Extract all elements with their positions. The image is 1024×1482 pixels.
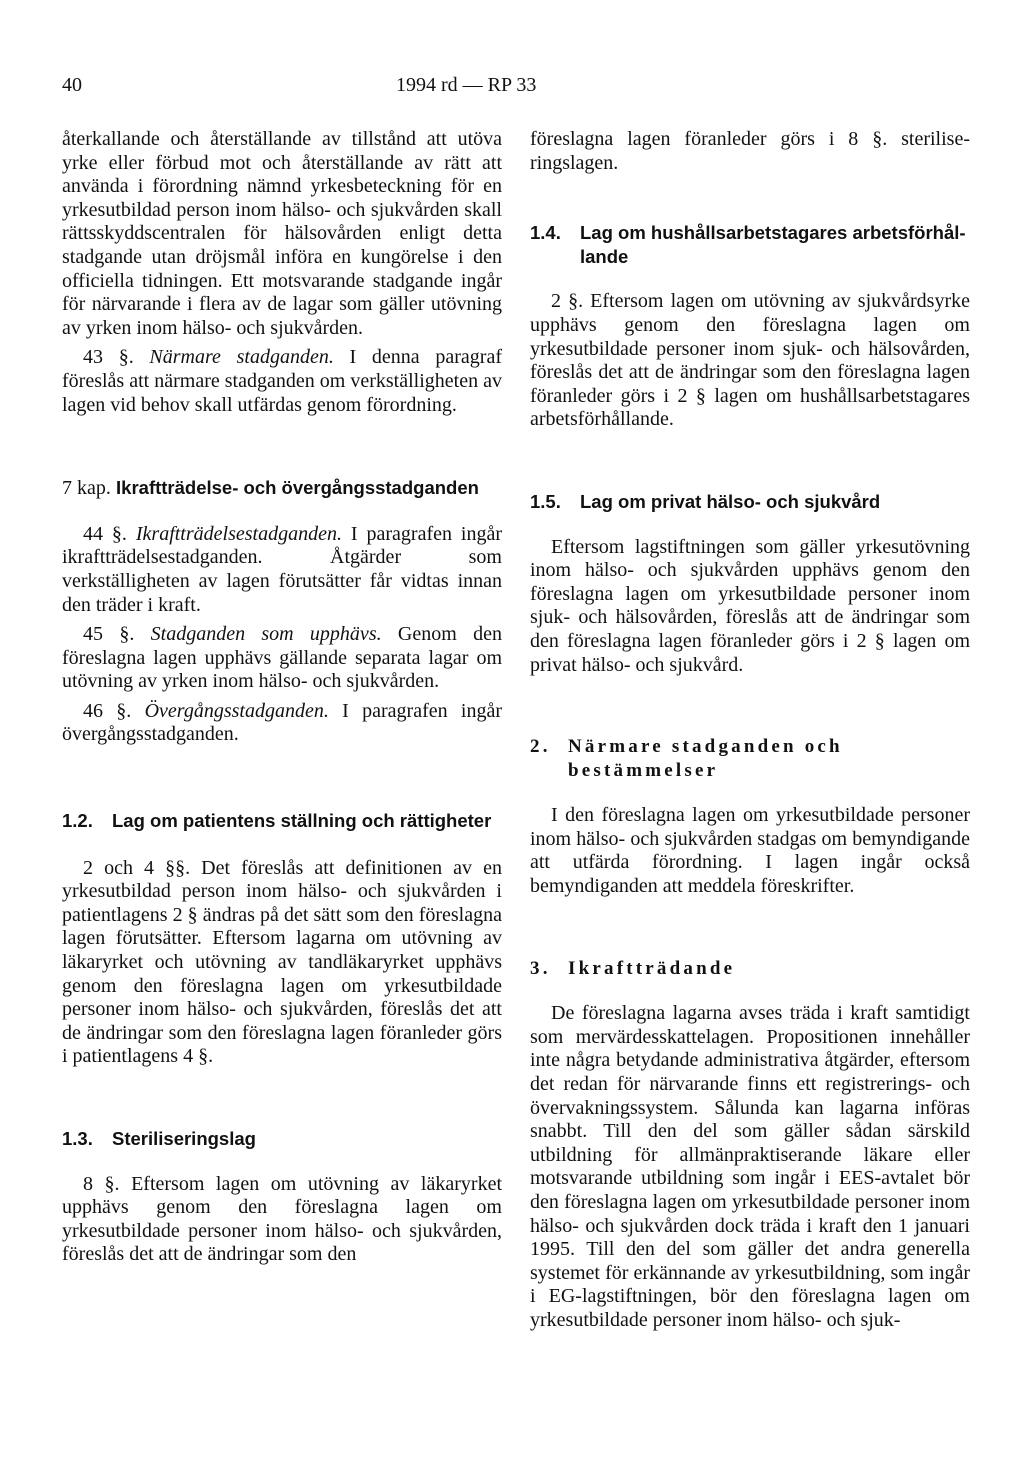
section-45 xyxy=(62,623,502,694)
paragraph: föreslagna lagen föranleder görs i 8 §. steriliseringslagen. xyxy=(530,128,970,174)
chapter-7-heading xyxy=(62,476,502,501)
heading-1-2 xyxy=(62,809,502,833)
section-text: I denna paragraf föreslås att närmare stadganden om verkställigheten av lagen vid behov skall utfärdas genom förordning. xyxy=(62,346,503,416)
section-43 xyxy=(62,346,502,417)
heading-number: 1.3. xyxy=(62,1128,93,1149)
heading-title: Lag om hushållsarbetstagares arbetsförhållande xyxy=(580,222,966,267)
page-number: 40 xyxy=(62,74,82,96)
paragraph: 2 och 4 §§. Det föreslås att definitionen av en yrkesutbildad person inom hälso- och sjukvården i patientlagens 2 § ändras på det sätt som den föreslagna lagen förutsätter. Eftersom lagarna om utövning av läkaryrket och utövning av tandläkaryrket upphävs genom den föreslagna lagen om yrkesutbildade personer inom hälso- och sjukvården, föreslås det att de ändringar som den föreslagna lagen föranleder görs i patientlagens 4 §. xyxy=(62,856,502,1068)
heading-title: Närmare stadganden och bestämmelser xyxy=(568,736,843,781)
paragraph: I den föreslagna lagen om yrkesutbildade personer inom hälso- och sjukvården stadgas om bemyndigande att utfärda förordning. I lagen ingår också bemyndiganden att meddela föreskrifter. xyxy=(530,804,970,898)
section-46 xyxy=(62,700,502,747)
paragraph: De föreslagna lagarna avses träda i kraft samtidigt som mervärdesskattelagen. Propositionen innehåller inte några betydande administrativa åtgärder, eftersom det redan för närvarande finns ett registrerings- och övervakningssystem. Sålunda kan lagarna införas snabbt. Till den del som gäller sådan särskild utbildning för allmänpraktiserande läkare eller motsvarande utbildning som ingår i EES-avtalet bör den föreslagna lagen om yrkesutbildade personer inom hälso- och sjukvården dock träda i kraft den 1 januari 1995. Till den del som gäller det andra generella systemet för erkännande av yrkesutbildning, som ingår i EG-lagstiftningen, bör den föreslagna lagen om yrkesutbildade personer inom hälso- och sjuk- xyxy=(530,1002,970,1331)
heading-1-5 xyxy=(530,490,970,514)
chapter-title: Ikraftträdelse- och övergångsstadganden xyxy=(116,477,479,499)
section-title: Ikraftträdelsestadganden. xyxy=(135,522,342,545)
section-lead: 43 §. xyxy=(83,346,150,369)
heading-number: 1.4. xyxy=(530,222,561,244)
section-lead: 45 §. xyxy=(83,623,151,646)
running-header: 1994 rd — RP 33 xyxy=(396,74,537,96)
section-title: Stadganden som upphävs. xyxy=(150,623,382,646)
right-column xyxy=(530,128,970,1333)
heading-title: Steriliseringslag xyxy=(112,1128,256,1149)
section-text: I paragrafen ingår övergångsstadganden. xyxy=(62,699,503,746)
left-column xyxy=(62,128,502,1267)
paragraph: 8 §. Eftersom lagen om utövning av läkaryrket upphävs genom den föreslagna lagen om yrkesutbildade personer inom hälso- och sjukvården, föreslås det att de ändringar som den xyxy=(62,1172,502,1266)
section-text: I paragrafen ingår ikraftträdelsestadganden. Åtgärder som verkställigheten av lagen förutsätter får vidtas innan den träder i kraft. xyxy=(62,522,503,616)
paragraph: återkallande och återställande av tillstånd att utöva yrke eller förbud mot och återställande av rätt att använda i förordning nämnd yrkesbeteckning för en yrkesutbildad person inom hälso- och sjukvården skall rättsskyddscentralen för hälsovården enligt detta stadgande utan dröjsmål införa en kungörelse i den officiella tidningen. Ett motsvarande stadgande ingår för närvarande i flera av de lagar som gäller utövning av yrken inom hälso- och sjukvården. xyxy=(62,128,502,339)
heading-number: 1.2. xyxy=(62,810,93,832)
heading-number: 3. xyxy=(530,957,551,979)
heading-1-3 xyxy=(62,1127,502,1151)
section-title: Övergångsstadganden. xyxy=(144,699,329,722)
heading-1-4 xyxy=(530,221,970,268)
heading-number: 1.5. xyxy=(530,490,561,512)
heading-title: Ikraftträdande xyxy=(568,957,736,979)
section-title: Närmare stadganden. xyxy=(149,346,334,369)
heading-3 xyxy=(530,957,970,981)
paragraph: 2 §. Eftersom lagen om utövning av sjukvårdsyrke upphävs genom den föreslagna lagen om yrkesutbildade personer inom sjuk- och hälsovården, föreslås det att de ändringar som den föreslagna lagen föranleder görs i 2 § lagen om hushållsarbetstagares arbetsförhållande. xyxy=(530,290,970,431)
chapter-number: 7 kap. xyxy=(62,477,111,500)
section-lead: 46 §. xyxy=(83,699,145,722)
section-text: Genom den föreslagna lagen upphävs gällande separata lagar om utövning av yrken inom hälso- och sjukvården. xyxy=(62,623,502,693)
heading-title: Lag om patientens ställning och rättigheter xyxy=(112,810,492,832)
heading-title: Lag om privat hälso- och sjukvård xyxy=(580,490,881,512)
paragraph: Eftersom lagstiftningen som gäller yrkesutövning inom hälso- och sjukvården upphävs genom den föreslagna lagen om yrkesutbildade personer inom sjuk- och hälsovården, föreslås att de ändringar som den föreslagna lagen föranleder görs i 2 § lagen om privat hälso- och sjukvård. xyxy=(530,535,970,676)
heading-2 xyxy=(530,735,970,782)
section-lead: 44 §. xyxy=(83,522,136,545)
heading-number: 2. xyxy=(530,736,551,758)
section-44 xyxy=(62,523,502,617)
